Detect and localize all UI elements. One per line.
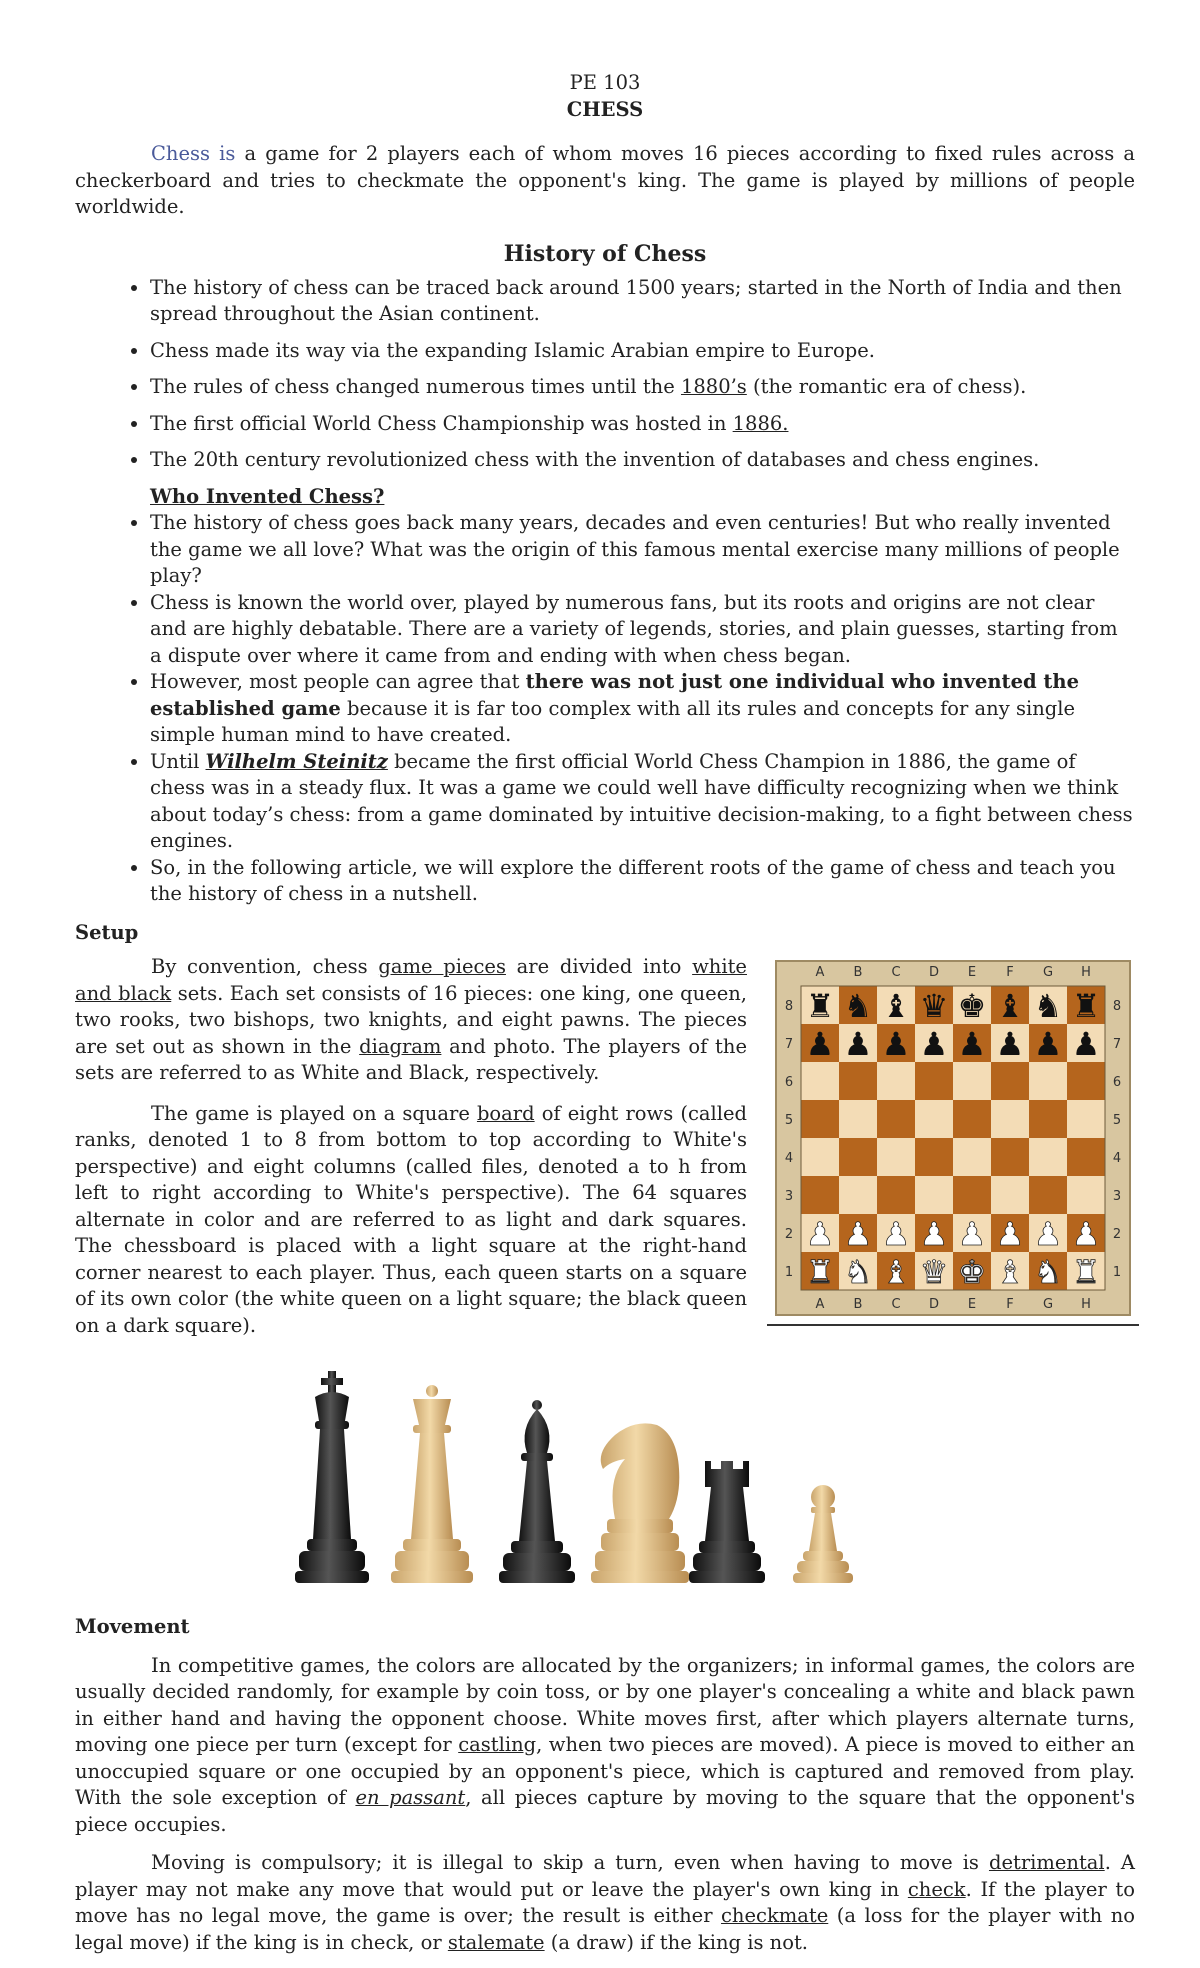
bishop-piece-icon: [499, 1400, 575, 1583]
who-item-text: because it is far too complex with all its rules and concepts for any single simple human mind to have created.: [150, 696, 1076, 746]
chess-piece-icon: ♞: [1033, 1253, 1063, 1291]
board-square: [1067, 1138, 1105, 1176]
rank-label: 4: [784, 1151, 794, 1166]
board-square: [953, 1138, 991, 1176]
chess-piece-icon: ♝: [881, 1253, 911, 1291]
chess-piece-icon: ♟: [881, 1215, 911, 1253]
file-label: B: [853, 965, 863, 980]
chess-piece-icon: ♝: [995, 1253, 1025, 1291]
file-label: B: [853, 1297, 863, 1312]
rank-label: 8: [1112, 999, 1122, 1014]
history-item: [150, 411, 1135, 438]
document-title: CHESS: [566, 97, 644, 121]
rank-label: 6: [784, 1075, 794, 1090]
who-item: • Chess is known the world over, played by numerous fans, but its roots and origins are not clear and are highly debatable. There are a variety of legends, stories, and plain guesses, starting from a dispute over where it came from and ending with when chess began.: [150, 590, 1135, 670]
movement-section: [75, 1614, 1135, 1956]
who-item-emphasis: there was not just one individual who invented the established game: [150, 670, 1079, 720]
chess-piece-icon: ♟: [995, 1025, 1025, 1063]
who-item: [150, 749, 1135, 855]
file-label: A: [815, 965, 825, 980]
rook-piece-icon: [689, 1461, 765, 1583]
file-label: E: [967, 1297, 977, 1312]
board-square: [953, 1062, 991, 1100]
link-wilhelm-steinitz[interactable]: Wilhelm Steinitz: [205, 749, 388, 773]
board-square: [915, 1062, 953, 1100]
board-square: [1029, 1138, 1067, 1176]
board-square: [953, 1176, 991, 1214]
board-square: [1067, 1176, 1105, 1214]
chess-piece-icon: ♛: [919, 987, 949, 1025]
board-square: [991, 1176, 1029, 1214]
board-square: [839, 1138, 877, 1176]
file-label: G: [1042, 1297, 1054, 1312]
setup-text-run: sets. Each set consists of 16 pieces: one king, one queen, two rooks, two bishops, two knights, and eight pawns. The pieces are set out as shown in the: [75, 981, 747, 1058]
rank-label: 1: [1112, 1265, 1122, 1280]
setup-text: [75, 954, 747, 1353]
board-square: [839, 1100, 877, 1138]
board-square: [877, 1138, 915, 1176]
rank-label: 4: [1112, 1151, 1122, 1166]
who-item-text: became the first official World Chess Champion in 1886, the game of chess was in a steady flux. It was a game we could well have difficulty recognizing when we think about today’s chess: from a game dominated by intuitive decision-making, to a fight between chess engines.: [150, 749, 1133, 852]
setup-text-run: By convention, chess: [151, 955, 379, 978]
file-label: F: [1006, 1297, 1014, 1312]
diagram-rule: [767, 1324, 1139, 1326]
history-list: [75, 275, 1135, 474]
rank-label: 5: [784, 1113, 794, 1128]
history-item-text: The rules of chess changed numerous times until the: [150, 375, 681, 398]
movement-paragraph: [75, 1653, 1135, 1839]
history-item: • The history of chess can be traced back around 1500 years; started in the North of India and then spread throughout the Asian continent.: [150, 275, 1135, 328]
chess-piece-icon: ♟: [919, 1025, 949, 1063]
setup-section: [75, 954, 1135, 1359]
board-square: [1029, 1062, 1067, 1100]
chess-piece-icon: ♞: [843, 1253, 873, 1291]
file-label: C: [891, 1297, 901, 1312]
chess-piece-icon: ♟: [805, 1025, 835, 1063]
chess-piece-icon: ♞: [1033, 987, 1063, 1025]
board-square: [801, 1176, 839, 1214]
movement-text-run: . A player may not make any move that would put or leave the player's own king in: [75, 1851, 1135, 1901]
board-square: [1067, 1062, 1105, 1100]
setup-text-run: of eight rows (called ranks, denoted 1 to 8 from bottom to top according to White's perspective) and eight columns (called files, denoted a to h from left to right according to White's perspective). The 64 squares alternate in color and are referred to as light and dark squares. The chessboard is placed with a light square at the right-hand corner nearest to each player. Thus, each queen starts on a square of its own color (the white queen on a light square; the black queen on a dark square).: [75, 1101, 747, 1337]
board-square: [1067, 1100, 1105, 1138]
chess-piece-icon: ♟: [805, 1215, 835, 1253]
chess-piece-icon: ♝: [995, 987, 1025, 1025]
history-item: [150, 374, 1135, 401]
file-label: C: [891, 965, 901, 980]
link-board[interactable]: board: [476, 1101, 535, 1125]
link-diagram[interactable]: diagram: [359, 1034, 442, 1058]
link-check[interactable]: check: [907, 1877, 966, 1901]
rank-label: 1: [784, 1265, 794, 1280]
link-detrimental[interactable]: detrimental: [988, 1851, 1105, 1874]
link-checkmate[interactable]: checkmate: [721, 1904, 829, 1927]
link-en-passant[interactable]: en passant: [355, 1786, 466, 1809]
board-square: [953, 1100, 991, 1138]
file-label: E: [967, 965, 977, 980]
file-label: D: [928, 1297, 940, 1312]
file-label: H: [1081, 965, 1091, 980]
chess-piece-icon: ♟: [1033, 1215, 1063, 1253]
rank-label: 7: [1112, 1037, 1122, 1052]
board-square: [991, 1100, 1029, 1138]
movement-text-run: , all pieces capture by moving to the square that the opponent's piece occupies.: [75, 1786, 1135, 1836]
chess-piece-icon: ♚: [957, 1253, 987, 1291]
rank-label: 3: [784, 1189, 794, 1204]
chessboard-svg: [777, 962, 1129, 1314]
board-square: [991, 1062, 1029, 1100]
board-square: [801, 1062, 839, 1100]
chess-piece-icon: ♟: [957, 1025, 987, 1063]
chess-piece-icon: ♟: [1071, 1025, 1101, 1063]
setup-heading: Setup: [75, 920, 139, 944]
board-square: [877, 1100, 915, 1138]
history-item: • The 20th century revolutionized chess with the invention of databases and chess engines.: [150, 447, 1135, 474]
rank-label: 2: [784, 1227, 794, 1242]
chess-piece-icon: ♟: [957, 1215, 987, 1253]
file-label: F: [1006, 965, 1014, 980]
board-square: [1029, 1100, 1067, 1138]
chess-piece-icon: ♟: [995, 1215, 1025, 1253]
chess-piece-icon: ♚: [957, 987, 987, 1025]
history-item: • Chess made its way via the expanding Islamic Arabian empire to Europe.: [150, 338, 1135, 365]
king-piece-icon: [295, 1371, 369, 1583]
who-item: • The history of chess goes back many years, decades and even centuries! But who really invented the game we all love? What was the origin of this famous mental exercise many millions of people play?: [150, 510, 1135, 590]
link-1880s[interactable]: 1880’s: [680, 375, 747, 398]
board-square: [801, 1100, 839, 1138]
history-item-text: The first official World Chess Championship was hosted in: [150, 411, 733, 435]
chess-piece-icon: ♜: [805, 1253, 835, 1291]
who-item-text: Until: [150, 749, 206, 773]
chess-piece-icon: ♜: [805, 987, 835, 1025]
rank-label: 7: [784, 1037, 794, 1052]
who-item: • So, in the following article, we will explore the different roots of the game of chess and teach you the history of chess in a nutshell.: [150, 855, 1135, 908]
who-item-text: However, most people can agree that: [150, 670, 526, 693]
rank-label: 6: [1112, 1075, 1122, 1090]
chess-piece-icon: ♟: [1033, 1025, 1063, 1063]
chess-piece-icon: ♝: [881, 987, 911, 1025]
board-square: [839, 1062, 877, 1100]
chess-piece-icon: ♛: [919, 1253, 949, 1291]
chess-pieces-photo: [75, 1369, 1135, 1614]
intro-text: a game for 2 players each of whom moves 16 pieces according to fixed rules across a checkerboard and tries to checkmate the opponent's king. The game is played by millions of people worldwide.: [75, 142, 1136, 218]
chess-pieces-illustration: [285, 1369, 925, 1609]
knight-piece-icon: [591, 1423, 689, 1583]
who-invented-list: [75, 510, 1135, 908]
movement-heading: Movement: [75, 1615, 190, 1638]
setup-paragraph: [75, 954, 747, 1087]
board-square: [877, 1176, 915, 1214]
movement-text-run: (a draw) if the king is not.: [544, 1930, 809, 1954]
course-code: PE 103: [569, 71, 641, 94]
link-castling[interactable]: castling: [458, 1733, 537, 1756]
file-label: H: [1081, 1297, 1091, 1312]
chess-piece-icon: ♟: [919, 1215, 949, 1253]
board-square: [915, 1138, 953, 1176]
movement-text-run: , when two pieces are moved). A piece is moved to either an unoccupied square or one occupied by an opponent's piece, which is captured and removed from play. With the sole exception of: [75, 1733, 1135, 1809]
file-label: D: [928, 965, 940, 980]
chess-piece-icon: ♜: [1071, 987, 1101, 1025]
board-square: [1029, 1176, 1067, 1214]
file-label: G: [1042, 965, 1054, 980]
intro-paragraph: [75, 141, 1135, 221]
chess-piece-icon: ♟: [1071, 1215, 1101, 1253]
intro-lead: Chess is: [151, 142, 236, 165]
chessboard-diagram: [775, 960, 1131, 1316]
chess-piece-icon: ♟: [881, 1025, 911, 1063]
who-item: [150, 669, 1135, 749]
movement-text-run: (a loss for the player with no legal move) if the king is in check, or: [75, 1904, 1135, 1954]
setup-text-run: and photo. The players of the sets are referred to as White and Black, respectively.: [75, 1034, 747, 1084]
board-square: [801, 1138, 839, 1176]
board-square: [991, 1138, 1029, 1176]
rank-label: 3: [1112, 1189, 1122, 1204]
history-item-text: (the romantic era of chess).: [746, 375, 1027, 398]
board-square: [915, 1100, 953, 1138]
rank-label: 8: [784, 999, 794, 1014]
link-1886[interactable]: 1886.: [732, 411, 789, 435]
link-stalemate[interactable]: stalemate: [447, 1930, 545, 1954]
chess-piece-icon: ♟: [843, 1025, 873, 1063]
setup-text-run: are divided into: [505, 955, 693, 978]
link-game-pieces[interactable]: game pieces: [378, 955, 506, 978]
who-invented-heading: Who Invented Chess?: [150, 484, 385, 508]
chess-piece-icon: ♟: [843, 1215, 873, 1253]
link-white-and-black[interactable]: white and black: [75, 955, 747, 1005]
file-label: A: [815, 1297, 825, 1312]
document-page: [75, 70, 1135, 1968]
history-heading: History of Chess: [503, 240, 707, 267]
rank-label: 5: [1112, 1113, 1122, 1128]
board-square: [839, 1176, 877, 1214]
movement-text-run: In competitive games, the colors are allocated by the organizers; in informal games, the colors are usually decided randomly, for example by coin toss, or by one player's concealing a white and black pawn in either hand and having the opponent choose. White moves first, after which players alternate turns, moving one piece per turn (except for: [75, 1653, 1135, 1756]
movement-text-run: Moving is compulsory; it is illegal to skip a turn, even when having to move is: [151, 1851, 989, 1874]
chess-piece-icon: ♞: [843, 987, 873, 1025]
setup-text-run: The game is played on a square: [151, 1101, 477, 1125]
setup-paragraph: [75, 1101, 747, 1340]
chess-piece-icon: ♜: [1071, 1253, 1101, 1291]
movement-text-run: . If the player to move has no legal move, the game is over; the result is either: [75, 1877, 1135, 1927]
pawn-piece-icon: [793, 1485, 853, 1583]
board-square: [915, 1176, 953, 1214]
rank-label: 2: [1112, 1227, 1122, 1242]
queen-piece-icon: [391, 1385, 473, 1583]
board-square: [877, 1062, 915, 1100]
movement-paragraph: [75, 1850, 1135, 1956]
